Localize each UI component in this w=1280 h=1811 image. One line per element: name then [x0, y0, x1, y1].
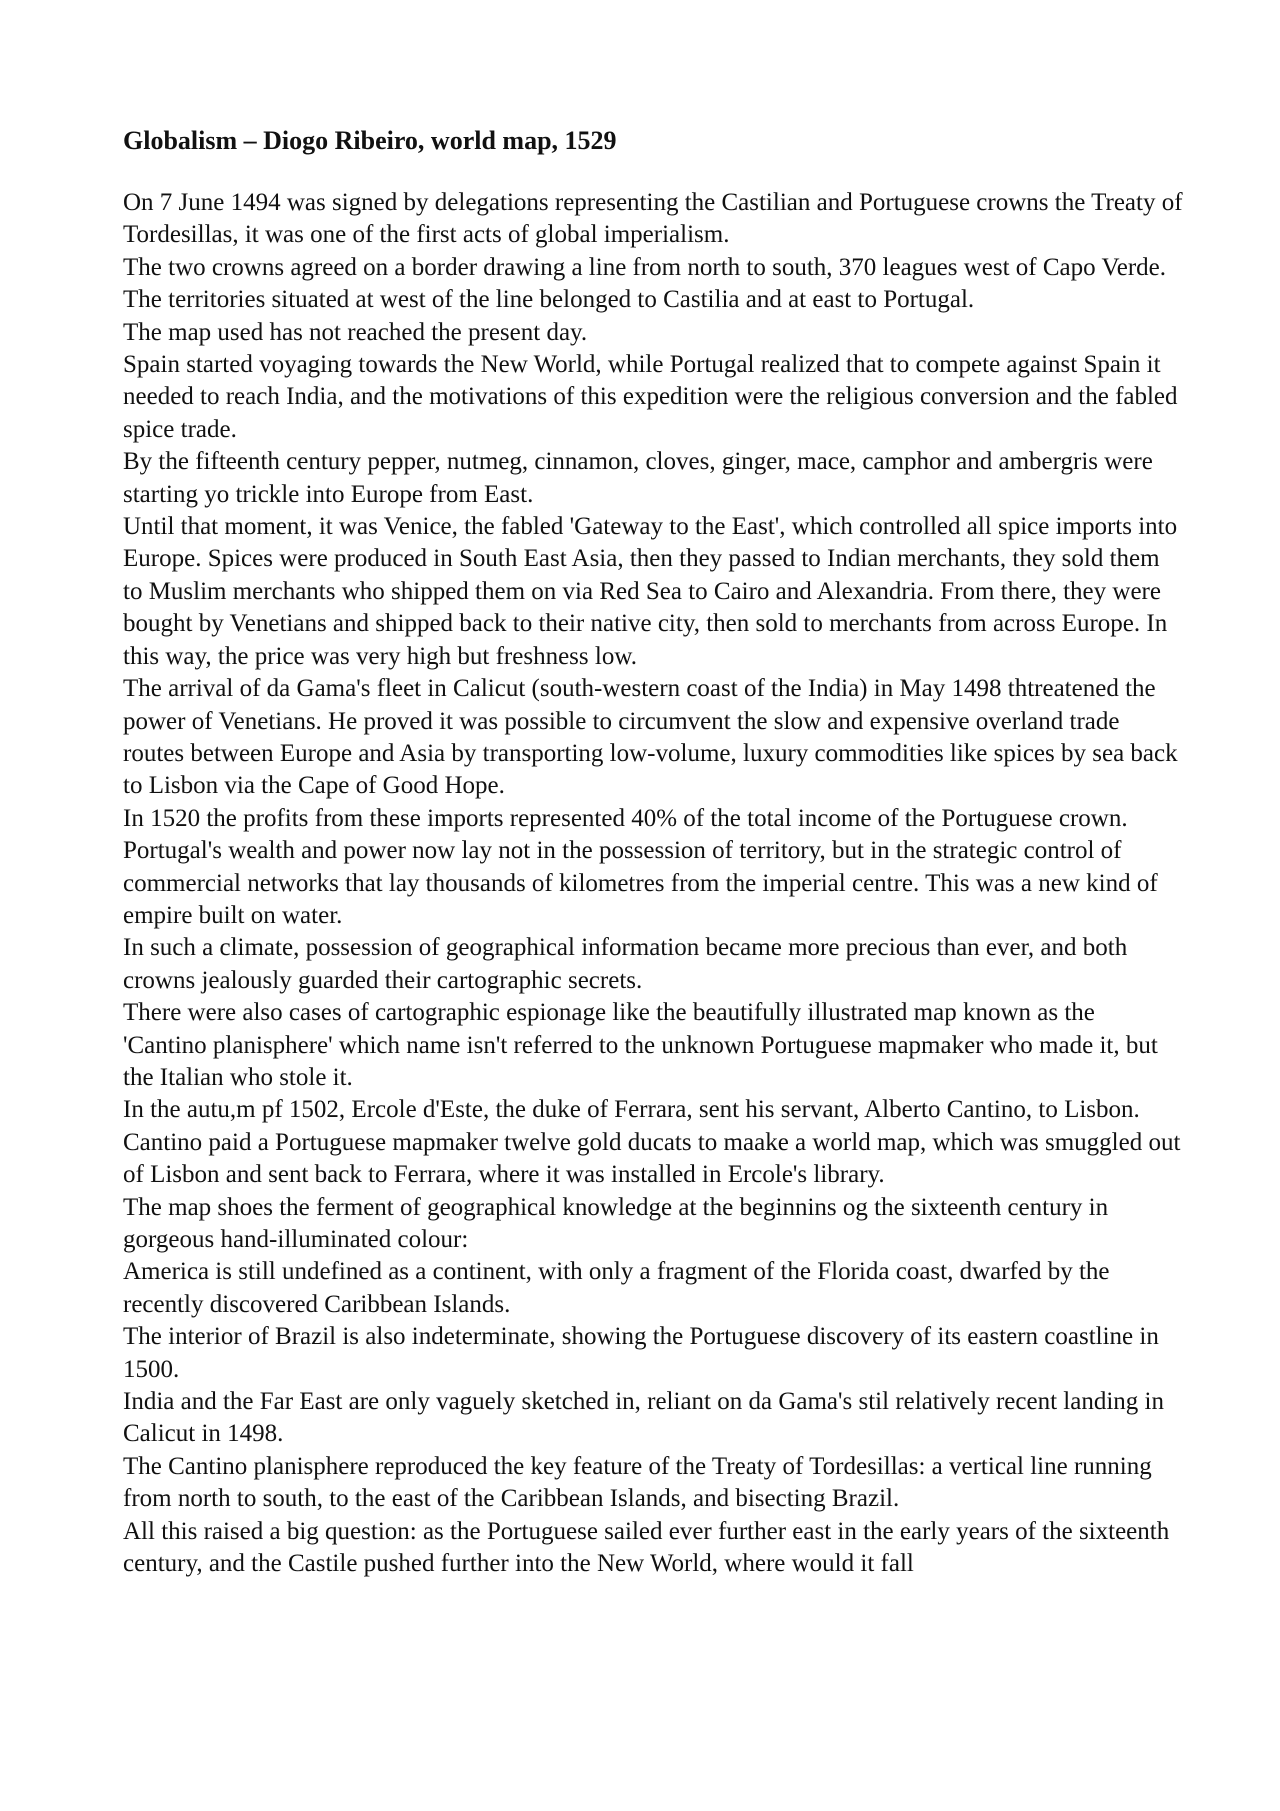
document-title: Globalism – Diogo Ribeiro, world map, 1529 [123, 126, 617, 155]
paragraph-12: The map shoes the ferment of geographical knowledge at the beginnins og the sixteenth century in gorgeous hand-illuminated colour: [123, 1193, 1109, 1253]
paragraph-17: All this raised a big question: as the Portuguese sailed ever further east in the early years of the sixteenth century, and the Castile pushed further into the New World, where would it fall [123, 1517, 1170, 1578]
paragraph-6: Until that moment, it was Venice, the fabled 'Gateway to the East', which controlled all spice imports into Europe. Spices were produced in South East Asia, then they passed to Indian merchants, they sold them to Muslim merchants who shipped them on via Red Sea to Cairo and Alexandria. From there, they were bought by Venetians and shipped back to their native city, then sold to merchants from across Europe. In this way, the price was very high but freshness low. [123, 513, 1178, 670]
paragraph-1: On 7 June 1494 was signed by delegations representing the Castilian and Portuguese crowns the Treaty of Tordesillas, it was one of the first acts of global imperialism. [123, 189, 1183, 249]
paragraph-4: Spain started voyaging towards the New World, while Portugal realized that to compete against Spain it needed to reach India, and the motivations of this expedition were the religious conversion and the fabled spice trade. [123, 351, 1178, 443]
paragraph-2: The two crowns agreed on a border drawing a line from north to south, 370 leagues west of Capo Verde. The territories situated at west of the line belonged to Castilia and at east to Portugal. [123, 253, 1167, 314]
paragraph-3: The map used has not reached the present day. [123, 318, 588, 346]
paragraph-15: India and the Far East are only vaguely sketched in, reliant on da Gama's stil relatively recent landing in Calicut in 1498. [123, 1388, 1164, 1448]
paragraph-14: The interior of Brazil is also indeterminate, showing the Portuguese discovery of its eastern coastline in 1500. [123, 1323, 1159, 1383]
paragraph-8: In 1520 the profits from these imports represented 40% of the total income of the Portuguese crown. Portugal's wealth and power now lay not in the possession of territory, but in the strategic control of commercial networks that lay thousands of kilometres from the imperial centre. This was a new kind of empire built on water. [123, 804, 1158, 929]
paragraph-11: In the autu,m pf 1502, Ercole d'Este, the duke of Ferrara, sent his servant, Alberto Cantino, to Lisbon. Cantino paid a Portuguese mapmaker twelve gold ducats to maake a world map, which was smuggled out of Lisbon and sent back to Ferrara, where it was installed in Ercole's library. [123, 1096, 1181, 1189]
paragraph-7: The arrival of da Gama's fleet in Calicut (south-western coast of the India) in May 1498 thtreatened the power of Venetians. He proved it was possible to circumvent the slow and expensive overland trade routes between Europe and Asia by transporting low-volume, luxury commodities like spices by sea back to Lisbon via the Cape of Good Hope. [123, 675, 1178, 800]
paragraph-16: The Cantino planisphere reproduced the key feature of the Treaty of Tordesillas: a vertical line running from north to south, to the east of the Caribbean Islands, and bisecting Brazil. [123, 1452, 1152, 1513]
paragraph-9: In such a climate, possession of geographical information became more precious than ever, and both crowns jealously guarded their cartographic secrets. [123, 934, 1128, 994]
paragraph-5: By the fifteenth century pepper, nutmeg, cinnamon, cloves, ginger, mace, camphor and ambergris were starting yo trickle into Europe from East. [123, 448, 1153, 508]
document-page [123, 124, 1183, 1580]
paragraph-10: There were also cases of cartographic espionage like the beautifully illustrated map known as the 'Cantino planisphere' which name isn't referred to the unknown Portuguese mapmaker who made it, but the Italian who stole it. [123, 999, 1158, 1091]
paragraph-13: America is still undefined as a continent, with only a fragment of the Florida coast, dwarfed by the recently discovered Caribbean Islands. [123, 1258, 1110, 1318]
